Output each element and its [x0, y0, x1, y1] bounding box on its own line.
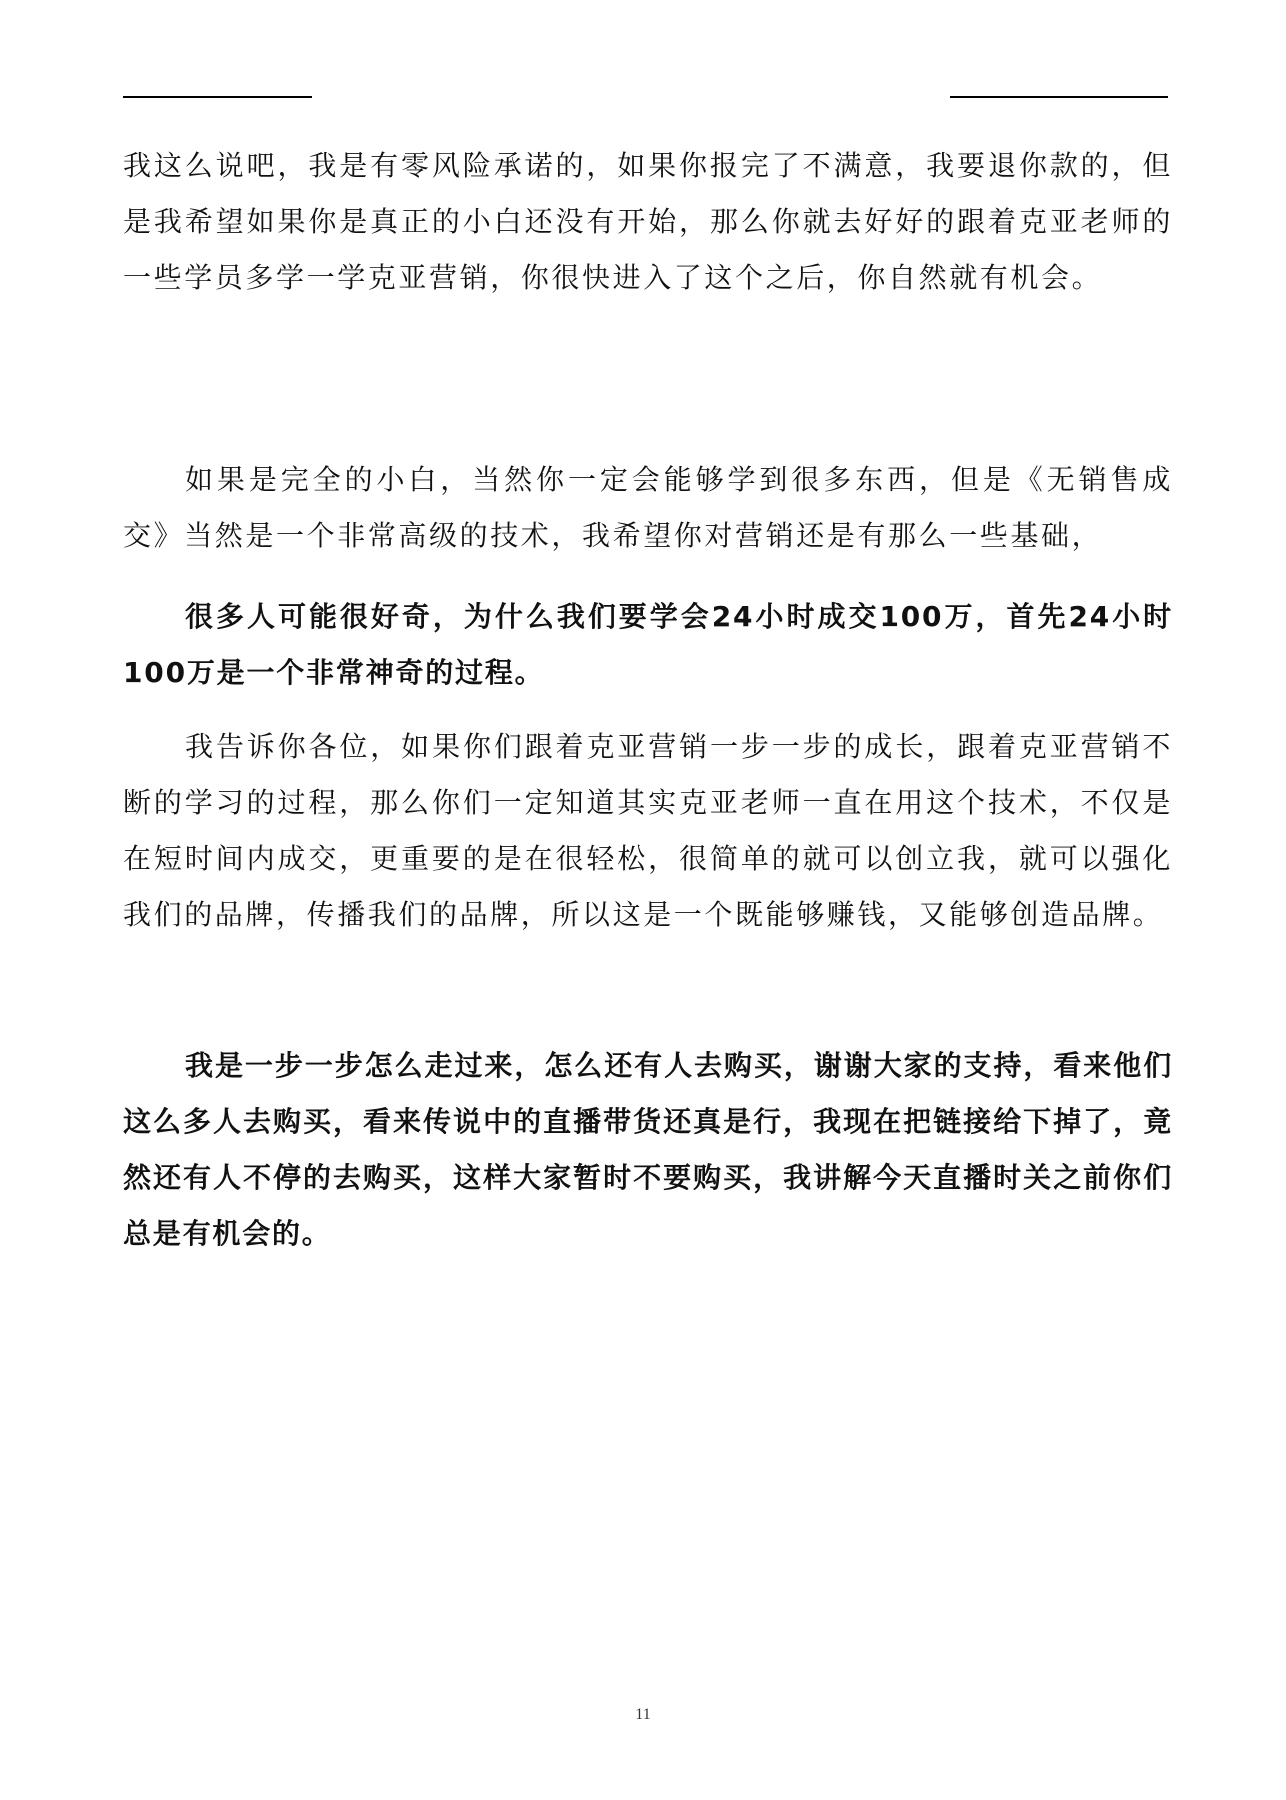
- header-rule-right: [950, 96, 1168, 98]
- header-rule-left: [123, 96, 312, 98]
- page-number: 11: [635, 1706, 651, 1723]
- paragraph-1: 我这么说吧，我是有零风险承诺的，如果你报完了不满意，我要退你款的，但是我希望如果你是真正的小白还没有开始，那么你就去好好的跟着克亚老师的一些学员多学一学克亚营销，你很快进入了这个之后，你自然就有机会。: [123, 149, 1173, 294]
- paragraph-5-bold: 我是一步一步怎么走过来，怎么还有人去购买，谢谢大家的支持，看来他们这么多人去购买，看来传说中的直播带货还真是行，我现在把链接给下掉了，竟然还有人不停的去购买，这样大家暂时不要购买，我讲解今天直播时关之前你们总是有机会的。: [123, 1049, 1173, 1250]
- paragraph-2: 如果是完全的小白，当然你一定会能够学到很多东西，但是《无销售成交》当然是一个非常高级的技术，我希望你对营销还是有那么一些基础，: [123, 463, 1173, 552]
- paragraph-4: 我告诉你各位，如果你们跟着克亚营销一步一步的成长，跟着克亚营销不断的学习的过程，那么你们一定知道其实克亚老师一直在用这个技术，不仅是在短时间内成交，更重要的是在很轻松，很简单的就可以创立我，就可以强化我们的品牌，传播我们的品牌，所以这是一个既能够赚钱，又能够创造品牌。: [123, 730, 1173, 931]
- paragraph-3-bold: 很多人可能很好奇，为什么我们要学会24小时成交100万，首先24小时100万是一个非常神奇的过程。: [123, 600, 1173, 689]
